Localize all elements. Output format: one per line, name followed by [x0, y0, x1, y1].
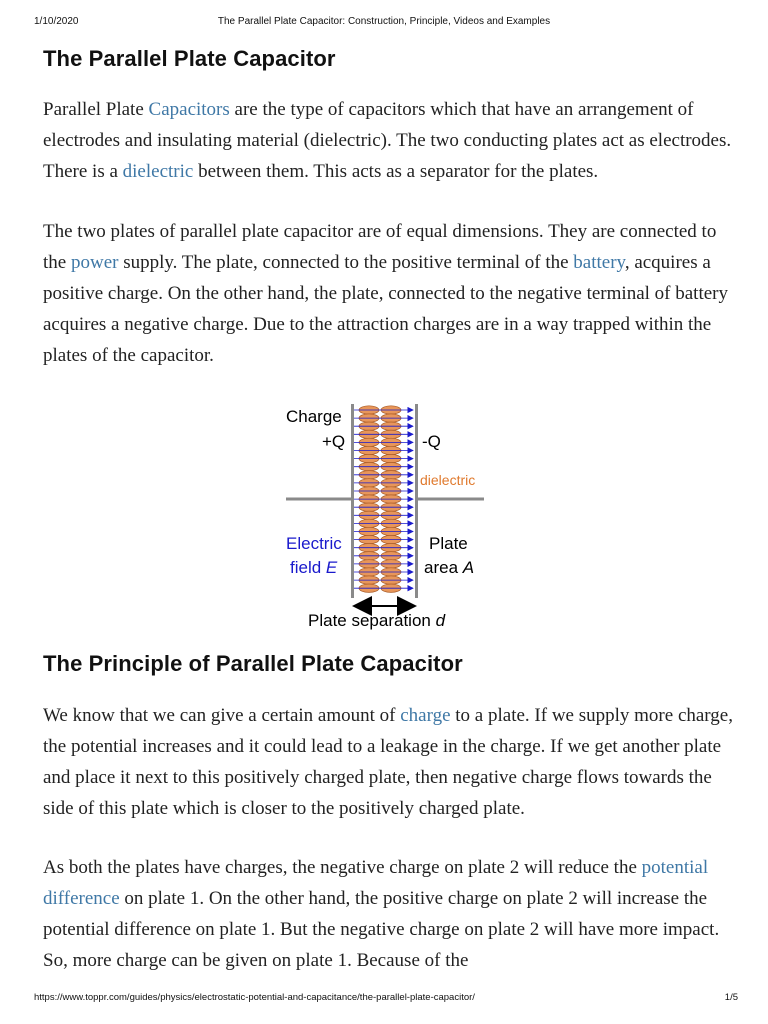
print-header: [0, 16, 768, 30]
electric-label: Electric: [286, 534, 342, 553]
power-link[interactable]: power: [70, 252, 119, 273]
text-segment: between them. This acts as a separator for the plates.: [193, 161, 599, 182]
charge-label: Charge: [286, 407, 342, 426]
field-e-label: field E: [290, 558, 338, 577]
plate-label: Plate: [429, 534, 468, 553]
text-segment: on plate 1. On the other hand, the positive charge on plate 2 will increase the potential difference on plate 1. But the negative charge on plate 2 will have more impact. So, more charge can be given on plate 1. Because of the: [43, 888, 720, 971]
text-segment: supply. The plate, connected to the positive terminal of the: [118, 252, 574, 273]
plates-charge-paragraph: [43, 852, 733, 976]
text-segment: As both the plates have charges, the negative charge on plate 2 will reduce the: [43, 857, 642, 878]
print-footer: [0, 992, 768, 1006]
print-document-title: The Parallel Plate Capacitor: Construction, Principle, Videos and Examples: [217, 16, 551, 27]
text-segment: to a plate. If we supply more charge, the potential increases and it could lead to a leakage in the charge. If we get another plate and place it next to this positively charged plate, then negative charge flows towards the side of this plate which is closer to the positively charged plate.: [43, 705, 733, 819]
plus-q-label: +Q: [322, 432, 346, 451]
print-page-number: 1/5: [724, 992, 738, 1003]
text-segment: are the type of capacitors which that have an arrangement of electrodes and insulating material (dielectric). The two conducting plates act as electrodes. There is a: [43, 99, 732, 182]
text-segment: The two plates of parallel plate capacitor are of equal dimensions. They are connected to the: [43, 221, 717, 273]
capacitors-link[interactable]: Capacitors: [148, 99, 230, 120]
text-segment: , acquires a positive charge. On the other hand, the plate, connected to the negative terminal of battery acquires a negative charge. Due to the attraction charges are in a way trapped within the plates of the capacitor.: [43, 252, 728, 366]
charge-link[interactable]: charge: [400, 705, 451, 726]
print-url: https://www.toppr.com/guides/physics/electrostatic-potential-and-capacitance/the-parallel-plate-capacitor/: [34, 992, 475, 1003]
page-title: The Parallel Plate Capacitor: [43, 46, 336, 71]
plates-paragraph: [43, 216, 733, 371]
principle-heading: The Principle of Parallel Plate Capacitor: [43, 651, 463, 676]
area-a-label: area A: [424, 558, 475, 577]
minus-q-label: -Q: [422, 432, 441, 451]
negative-plate: [415, 404, 418, 598]
positive-plate: [351, 404, 354, 598]
text-segment: Parallel Plate: [43, 99, 149, 120]
principle-paragraph: [43, 700, 733, 824]
battery-link[interactable]: battery: [573, 252, 625, 273]
print-date: 1/10/2020: [34, 16, 79, 27]
text-segment: We know that we can give a certain amount of: [43, 705, 401, 726]
capacitor-diagram: [270, 398, 500, 634]
dielectric-label: dielectric: [420, 472, 476, 488]
potential-difference-link[interactable]: potential difference: [43, 857, 709, 909]
plate-separation-label: Plate separation d: [308, 611, 446, 630]
capacitor-diagram-svg: [270, 398, 500, 634]
dielectric-link[interactable]: dielectric: [122, 161, 194, 182]
intro-paragraph: [43, 94, 733, 187]
